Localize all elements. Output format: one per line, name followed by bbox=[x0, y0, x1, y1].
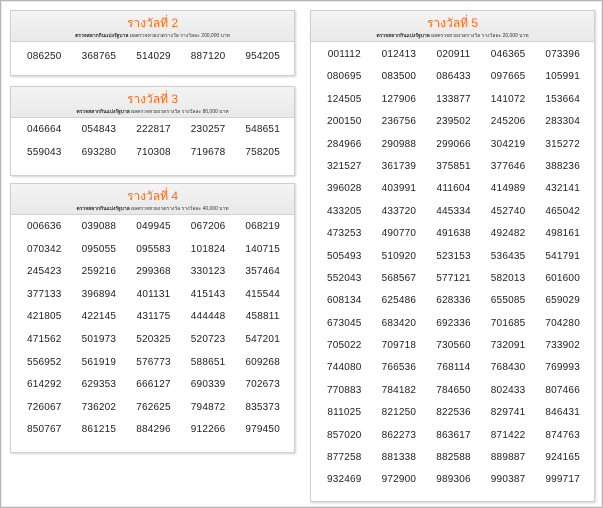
lottery-number: 744080 bbox=[327, 362, 362, 374]
panel-header bbox=[11, 11, 294, 42]
lottery-number: 415544 bbox=[245, 288, 280, 300]
lottery-number: 101824 bbox=[190, 243, 226, 255]
lottery-number: 375851 bbox=[436, 160, 471, 172]
lottery-number: 882588 bbox=[436, 452, 471, 464]
prize-3-panel bbox=[10, 86, 295, 176]
lottery-number: 433205 bbox=[327, 205, 362, 217]
lottery-number: 396894 bbox=[81, 288, 117, 300]
lottery-number: 766536 bbox=[381, 362, 417, 374]
lottery-number: 769993 bbox=[545, 362, 580, 374]
lottery-number: 421805 bbox=[27, 311, 62, 323]
lottery-number: 097665 bbox=[490, 71, 526, 83]
prize-2-panel bbox=[10, 10, 295, 76]
lottery-number: 006636 bbox=[27, 221, 62, 232]
lottery-number: 692336 bbox=[436, 317, 471, 329]
lottery-number: 709718 bbox=[381, 340, 417, 352]
prize-subtitle: ตรวจสลากกินแบ่งรัฐบาล ผลตรวจหวยงวดรางวัล รางวัลละ 20,000 บาท bbox=[376, 33, 529, 39]
lottery-number: 465042 bbox=[545, 205, 580, 217]
lottery-number: 794872 bbox=[190, 401, 226, 413]
lottery-number: 444448 bbox=[190, 311, 226, 323]
lottery-number: 049945 bbox=[136, 221, 171, 232]
lottery-number: 807466 bbox=[545, 384, 580, 396]
lottery-number: 768114 bbox=[436, 362, 471, 374]
lottery-number: 770883 bbox=[327, 384, 362, 396]
lottery-number: 726067 bbox=[27, 401, 62, 413]
lottery-number: 811025 bbox=[327, 407, 362, 419]
lottery-number: 877258 bbox=[327, 452, 362, 464]
lottery-number: 046664 bbox=[27, 124, 62, 135]
lottery-number: 330123 bbox=[190, 266, 226, 278]
lottery-number: 758205 bbox=[245, 146, 280, 158]
lottery-number: 357464 bbox=[245, 266, 280, 278]
lottery-number: 979450 bbox=[245, 424, 280, 436]
lottery-number: 874763 bbox=[545, 429, 580, 441]
lottery-number: 862273 bbox=[381, 429, 417, 441]
lottery-number: 068219 bbox=[245, 221, 280, 232]
lottery-number: 846431 bbox=[545, 407, 580, 419]
lottery-number: 736202 bbox=[81, 401, 117, 413]
lottery-number: 666127 bbox=[136, 379, 171, 391]
lottery-number: 073396 bbox=[545, 49, 580, 60]
lottery-number: 954205 bbox=[245, 51, 280, 62]
lottery-number: 514029 bbox=[136, 51, 171, 62]
lottery-number: 690339 bbox=[190, 379, 226, 391]
prize-title: รางวัลที่ 3 bbox=[126, 92, 179, 106]
lottery-number: 492482 bbox=[490, 228, 526, 240]
panel-header bbox=[11, 87, 294, 118]
lottery-number: 046365 bbox=[490, 49, 526, 60]
lottery-number: 321527 bbox=[327, 160, 362, 172]
lottery-number: 822536 bbox=[436, 407, 471, 419]
lottery-number: 609268 bbox=[245, 356, 280, 368]
lottery-number: 140715 bbox=[245, 243, 280, 255]
lottery-number: 710308 bbox=[136, 146, 171, 158]
lottery-number: 471562 bbox=[27, 333, 62, 345]
lottery-number: 473253 bbox=[327, 228, 362, 240]
lottery-number: 368765 bbox=[81, 51, 117, 62]
lottery-number: 070342 bbox=[27, 243, 62, 255]
lottery-number: 222817 bbox=[136, 124, 171, 135]
lottery-number: 989306 bbox=[436, 474, 471, 486]
prize-title: รางวัลที่ 2 bbox=[126, 16, 179, 30]
lottery-number: 561919 bbox=[81, 356, 117, 368]
lottery-number: 768430 bbox=[490, 362, 526, 374]
lottery-number: 239502 bbox=[436, 116, 471, 128]
lottery-number: 445334 bbox=[436, 205, 471, 217]
prize-title: รางวัลที่ 5 bbox=[426, 16, 479, 30]
panel-header bbox=[11, 184, 294, 215]
lottery-number: 821250 bbox=[381, 407, 417, 419]
lottery-number: 388236 bbox=[545, 160, 580, 172]
lottery-number: 835373 bbox=[245, 401, 280, 413]
lottery-number: 861215 bbox=[81, 424, 117, 436]
lottery-number: 541791 bbox=[545, 250, 580, 262]
lottery-number: 236756 bbox=[381, 116, 417, 128]
lottery-number: 414989 bbox=[490, 183, 526, 195]
prize-4-panel bbox=[10, 183, 295, 453]
lottery-number: 719678 bbox=[190, 146, 226, 158]
lottery-number: 490770 bbox=[381, 228, 417, 240]
lottery-number: 299368 bbox=[136, 266, 171, 278]
lottery-number: 829741 bbox=[490, 407, 526, 419]
lottery-number: 784182 bbox=[381, 384, 417, 396]
lottery-number: 673045 bbox=[327, 317, 362, 329]
lottery-number: 701685 bbox=[490, 317, 526, 329]
lottery-number: 990387 bbox=[490, 474, 526, 486]
lottery-number: 704280 bbox=[545, 317, 580, 329]
lottery-number: 523153 bbox=[436, 250, 471, 262]
lottery-number: 290988 bbox=[381, 138, 417, 150]
lottery-number: 887120 bbox=[190, 51, 226, 62]
lottery-number: 548651 bbox=[245, 124, 280, 135]
number-grid bbox=[11, 118, 294, 164]
lottery-number: 520723 bbox=[190, 333, 226, 345]
lottery-number: 762625 bbox=[136, 401, 171, 413]
lottery-number: 431175 bbox=[136, 311, 171, 323]
lottery-number: 802433 bbox=[490, 384, 526, 396]
lottery-number: 510920 bbox=[381, 250, 417, 262]
lottery-number: 401131 bbox=[136, 288, 171, 300]
lottery-number: 001112 bbox=[327, 49, 361, 60]
lottery-number: 577121 bbox=[436, 272, 471, 284]
lottery-number: 283304 bbox=[545, 116, 580, 128]
lottery-number: 559043 bbox=[27, 146, 62, 158]
lottery-number: 705022 bbox=[327, 340, 362, 352]
prize-subtitle: ตรวจสลากกินแบ่งรัฐบาล ผลตรวจหวยงวดรางวัล รางวัลละ 40,000 บาท bbox=[76, 206, 229, 212]
lottery-number: 628336 bbox=[436, 295, 471, 307]
lottery-number: 659029 bbox=[545, 295, 580, 307]
lottery-number: 361739 bbox=[381, 160, 417, 172]
lottery-number: 932469 bbox=[327, 474, 362, 486]
lottery-number: 432141 bbox=[545, 183, 580, 195]
lottery-number: 608134 bbox=[327, 295, 362, 307]
lottery-number: 039088 bbox=[81, 221, 117, 232]
lottery-number: 588651 bbox=[190, 356, 226, 368]
lottery-number: 095055 bbox=[81, 243, 117, 255]
lottery-number: 200150 bbox=[327, 116, 362, 128]
lottery-number: 857020 bbox=[327, 429, 362, 441]
lottery-number: 582013 bbox=[490, 272, 526, 284]
prize-subtitle: ตรวจสลากกินแบ่งรัฐบาล ผลตรวจหวยงวดรางวัล รางวัลละ 200,000 บาท bbox=[75, 33, 230, 39]
lottery-number: 012413 bbox=[381, 49, 417, 60]
lottery-number: 863617 bbox=[436, 429, 471, 441]
lottery-number: 415143 bbox=[190, 288, 226, 300]
lottery-number: 105991 bbox=[545, 71, 580, 83]
lottery-number: 080695 bbox=[327, 71, 362, 83]
lottery-number: 230257 bbox=[190, 124, 226, 135]
lottery-number: 536435 bbox=[490, 250, 526, 262]
lottery-number: 315272 bbox=[545, 138, 580, 150]
lottery-number: 127906 bbox=[381, 93, 417, 105]
number-grid bbox=[11, 215, 294, 442]
lottery-number: 732091 bbox=[490, 340, 526, 352]
lottery-number: 458811 bbox=[245, 311, 280, 323]
prize-title: รางวัลที่ 4 bbox=[126, 189, 179, 203]
number-grid bbox=[11, 42, 294, 69]
lottery-number: 083500 bbox=[381, 71, 417, 83]
lottery-number: 601600 bbox=[545, 272, 580, 284]
lottery-number: 693280 bbox=[81, 146, 117, 158]
lottery-number: 881338 bbox=[381, 452, 417, 464]
lottery-number: 501973 bbox=[81, 333, 117, 345]
number-grid bbox=[311, 42, 594, 492]
lottery-number: 733902 bbox=[545, 340, 580, 352]
lottery-number: 086250 bbox=[27, 51, 62, 62]
lottery-number: 683420 bbox=[381, 317, 417, 329]
lottery-number: 884296 bbox=[136, 424, 171, 436]
lottery-number: 284966 bbox=[327, 138, 362, 150]
lottery-number: 702673 bbox=[245, 379, 280, 391]
lottery-number: 245423 bbox=[27, 266, 62, 278]
lottery-number: 889887 bbox=[490, 452, 526, 464]
lottery-number: 054843 bbox=[81, 124, 117, 135]
lottery-number: 153664 bbox=[545, 93, 580, 105]
lottery-number: 133877 bbox=[436, 93, 471, 105]
lottery-number: 020911 bbox=[436, 49, 471, 60]
lottery-number: 433720 bbox=[381, 205, 417, 217]
lottery-number: 124505 bbox=[327, 93, 362, 105]
lottery-number: 377646 bbox=[490, 160, 526, 172]
lottery-number: 912266 bbox=[190, 424, 226, 436]
lottery-number: 629353 bbox=[81, 379, 117, 391]
lottery-number: 614292 bbox=[27, 379, 62, 391]
lottery-number: 067206 bbox=[190, 221, 226, 232]
lottery-number: 576773 bbox=[136, 356, 171, 368]
lottery-number: 304219 bbox=[490, 138, 526, 150]
lottery-number: 871422 bbox=[490, 429, 526, 441]
panel-header bbox=[311, 11, 594, 42]
lottery-number: 259216 bbox=[81, 266, 117, 278]
lottery-number: 245206 bbox=[490, 116, 526, 128]
lottery-number: 498161 bbox=[545, 228, 580, 240]
lottery-number: 505493 bbox=[327, 250, 362, 262]
lottery-number: 552043 bbox=[327, 272, 362, 284]
lottery-number: 403991 bbox=[381, 183, 417, 195]
lottery-number: 850767 bbox=[27, 424, 62, 436]
lottery-number: 730560 bbox=[436, 340, 471, 352]
lottery-number: 299066 bbox=[436, 138, 471, 150]
lottery-number: 924165 bbox=[545, 452, 580, 464]
lottery-number: 625486 bbox=[381, 295, 417, 307]
lottery-number: 095583 bbox=[136, 243, 171, 255]
lottery-number: 972900 bbox=[381, 474, 417, 486]
lottery-number: 422145 bbox=[81, 311, 117, 323]
lottery-number: 784650 bbox=[436, 384, 471, 396]
lottery-number: 999717 bbox=[545, 474, 580, 486]
prize-5-panel bbox=[310, 10, 595, 502]
prize-subtitle: ตรวจสลากกินแบ่งรัฐบาล ผลตรวจหวยงวดรางวัล รางวัลละ 80,000 บาท bbox=[76, 109, 229, 115]
lottery-number: 377133 bbox=[27, 288, 62, 300]
lottery-number: 655085 bbox=[490, 295, 526, 307]
lottery-number: 547201 bbox=[245, 333, 280, 345]
lottery-number: 556952 bbox=[27, 356, 62, 368]
lottery-number: 396028 bbox=[327, 183, 362, 195]
lottery-number: 086433 bbox=[436, 71, 471, 83]
lottery-number: 491638 bbox=[436, 228, 471, 240]
lottery-number: 452740 bbox=[490, 205, 526, 217]
lottery-number: 520325 bbox=[136, 333, 171, 345]
lottery-number: 411604 bbox=[436, 183, 471, 195]
lottery-number: 568567 bbox=[381, 272, 417, 284]
lottery-number: 141072 bbox=[490, 93, 526, 105]
